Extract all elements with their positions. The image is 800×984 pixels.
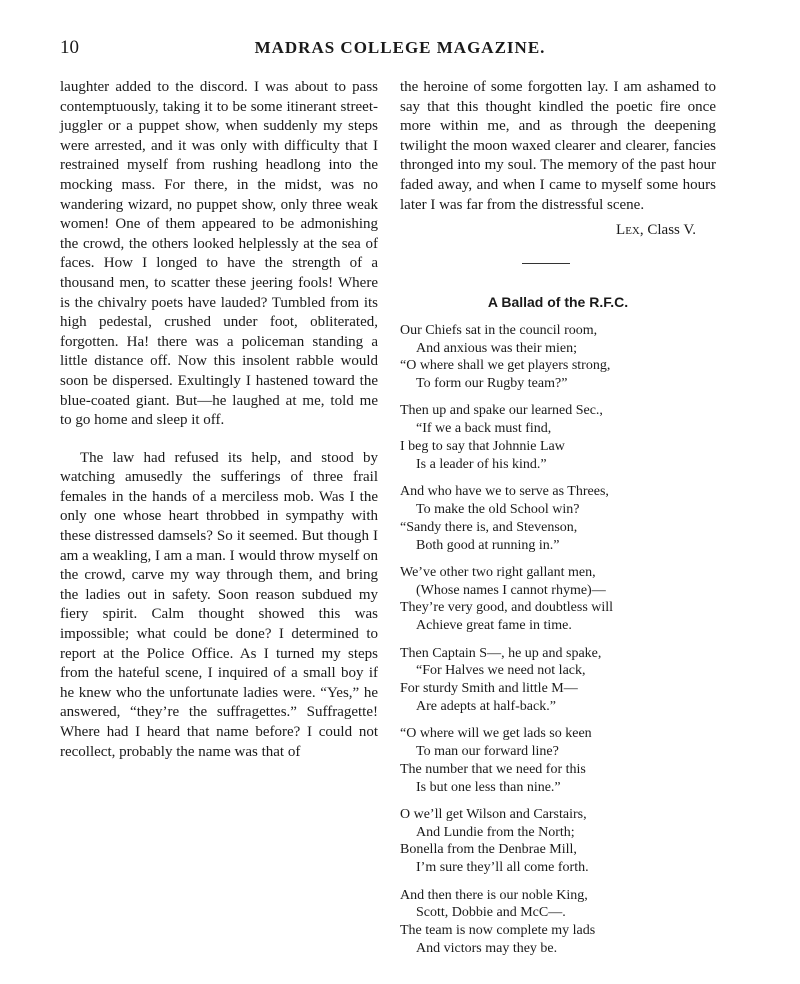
poem-line: “O where shall we get players strong,	[400, 358, 611, 374]
poem-title: A Ballad of the R.F.C.	[487, 293, 629, 310]
poem-line: Then Captain S—, he up and spake,	[400, 645, 602, 661]
poem-line: Is but one less than nine.”	[416, 779, 561, 795]
poem-line: And who have we to serve as Threes,	[400, 484, 609, 500]
poem-line: I’m sure they’ll all come forth.	[416, 860, 589, 876]
poem-line: And Lundie from the North;	[416, 824, 575, 840]
poem-line: Is a leader of his kind.”	[416, 456, 547, 472]
poem-line: Scott, Dobbie and McC—.	[416, 905, 566, 921]
left-paragraph-1: laughter added to the discord. I was about to pass contemptuously, taking it to be some itinerant street-juggler or a puppet show, when suddenly my steps were arrested, and it was only with difficulty that I restrained myself from rushing headlong into the mocking mass. For there, in the midst, was no wandering wizard, no puppet show, only three weak women! One of them appeared to be admonishing the crowd, the others looked helplessly at the sea of faces. How I longed to have the strength of a thousand men, to scatter these jeering fools! Where is the chivalry poets have lauded? Tumbled from its high pedestal, crushed under foot, obliterated, forgotten. Ha! there was a policeman standing a little distance off. Now this insolent rabble would soon be dispersed. Exultingly I hastened toward the blue-coated giant. But—he laughed at me, told me to go home and sleep it off.	[60, 79, 378, 429]
poem-body	[400, 322, 716, 958]
poem-stanza	[400, 645, 716, 716]
signature-name: Lex	[616, 222, 640, 239]
poem-line: The team is now complete my lads	[400, 923, 596, 939]
right-column	[400, 78, 716, 967]
poem-line: “Sandy there is, and Stevenson,	[400, 519, 578, 535]
poem-line: “For Halves we need not lack,	[416, 663, 586, 679]
right-paragraph: the heroine of some forgotten lay. I am ashamed to say that this thought kindled the poetic fire once more within me, and as through the deepening twilight the moon waxed clearer and clearer, fancies thronged into my soul. The memory of the past hour faded away, and when I came to myself some hours later I was far from the distressful scene.	[400, 79, 716, 213]
poem-line: And anxious was their mien;	[416, 340, 577, 356]
poem-stanza	[400, 564, 716, 635]
poem-stanza	[400, 887, 716, 958]
poem-line: Are adepts at half-back.”	[416, 698, 556, 714]
page-number: 10	[60, 37, 79, 58]
poem-line: The number that we need for this	[400, 761, 586, 777]
poem-line: For sturdy Smith and little M—	[400, 681, 578, 697]
poem-line: They’re very good, and doubtless will	[400, 600, 614, 616]
poem-stanza	[400, 402, 716, 473]
running-title: MADRAS COLLEGE MAGAZINE.	[254, 38, 546, 57]
signature-class: , Class V.	[639, 222, 696, 239]
poem-line: Bonella from the Denbrae Mill,	[400, 842, 577, 858]
poem-stanza	[400, 806, 716, 877]
poem-line: Our Chiefs sat in the council room,	[400, 322, 598, 338]
poem-stanza	[400, 725, 716, 796]
section-divider	[522, 263, 570, 264]
poem-line: “If we a back must find,	[416, 421, 552, 437]
poem-line: To form our Rugby team?”	[416, 376, 568, 392]
poem-line: “O where will we get lads so keen	[400, 726, 592, 742]
poem-line: Then up and spake our learned Sec.,	[400, 403, 603, 419]
author-signature	[400, 221, 716, 241]
poem-line: (Whose names I cannot rhyme)—	[416, 582, 606, 598]
left-column	[60, 78, 378, 762]
poem-line: We’ve other two right gallant men,	[400, 564, 596, 580]
poem-line: O we’ll get Wilson and Carstairs,	[400, 806, 587, 822]
poem-stanza	[400, 483, 716, 554]
poem-line: Both good at running in.”	[416, 537, 560, 553]
left-paragraph-2: The law had refused its help, and stood by watching amusedly the sufferings of three frail females in the hands of a merciless mob. Was I the only one whose heart throbbed in sympathy with these distressed damsels? So it seemed. But though I am a weakling, I am a man. I would throw myself on the crowd, carve my way through them, and bring the ladies out in safety. Soon reason subdued my fiery spirit. Calm thought showed this was impossible; what could be done? I determined to report at the Police Office. As I turned my steps from the hateful scene, I inquired of a small boy if he knew who the unfortunate ladies were. “Yes,” he answered, “they’re the suffragettes.” Suffragette! Where had I heard that name before? I could not recollect, probably the name was that of	[60, 449, 378, 760]
poem-line: And then there is our noble King,	[400, 887, 588, 903]
poem-stanza	[400, 322, 716, 393]
poem-line: Achieve great fame in time.	[416, 618, 572, 634]
poem-line: To man our forward line?	[416, 743, 559, 759]
poem-line: To make the old School win?	[416, 501, 580, 517]
poem-line: And victors may they be.	[416, 940, 558, 956]
poem-line: I beg to say that Johnnie Law	[400, 439, 565, 455]
page-header	[60, 36, 740, 60]
